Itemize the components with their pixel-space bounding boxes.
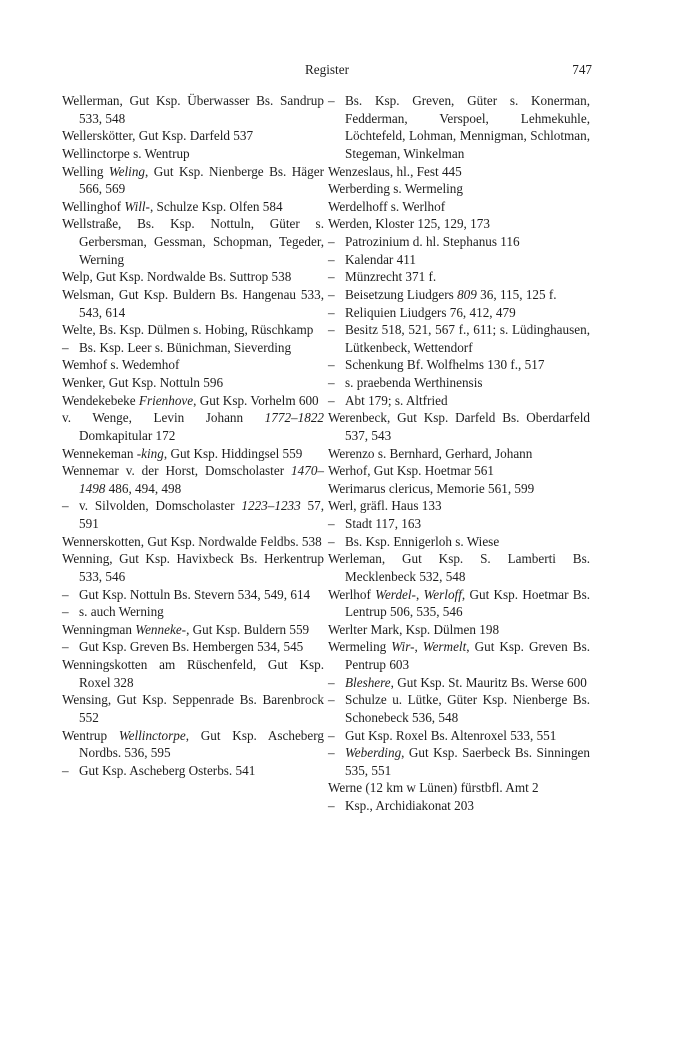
index-entry bbox=[328, 779, 590, 797]
entry-text: s. auch Werning bbox=[79, 604, 164, 620]
entry-text: Wendekebeke Frienhove, Gut Ksp. Vorhelm 600 bbox=[62, 392, 319, 408]
dash-marker: – bbox=[62, 339, 69, 355]
index-column-left bbox=[62, 92, 324, 779]
entry-text: Werdelhoff s. Werlhof bbox=[328, 198, 446, 214]
entry-text: Abt 179; s. Altfried bbox=[345, 392, 448, 408]
entry-text: Wellinghof Will-, Schulze Ksp. Olfen 584 bbox=[62, 198, 283, 214]
entry-text: Wellerman, Gut Ksp. Überwasser Bs. Sandrup 533, 548 bbox=[62, 93, 324, 126]
entry-text: Wermeling Wir-, Wermelt, Gut Ksp. Greven Bs. Pentrup 603 bbox=[328, 639, 590, 672]
entry-text: Wellinctorpe s. Wentrup bbox=[62, 145, 190, 161]
entry-text: Beisetzung Liudgers 809 36, 115, 125 f. bbox=[345, 286, 557, 302]
entry-text: Werimarus clericus, Memorie 561, 599 bbox=[328, 480, 535, 496]
entry-text: Münzrecht 371 f. bbox=[345, 269, 437, 285]
index-entry bbox=[62, 268, 324, 286]
index-entry bbox=[62, 621, 324, 639]
dash-marker: – bbox=[328, 375, 335, 390]
index-entry bbox=[62, 392, 324, 410]
entry-text: Welsman, Gut Ksp. Buldern Bs. Hangenau 533, 543, 614 bbox=[62, 286, 324, 320]
entry-text: Werenzo s. Bernhard, Gerhard, Johann bbox=[328, 445, 533, 461]
index-entry bbox=[62, 727, 324, 762]
entry-text: Wennerskotten, Gut Ksp. Nordwalde Feldbs. 538 bbox=[62, 533, 322, 549]
entry-text: Schenkung Bf. Wolfhelms 130 f., 517 bbox=[345, 357, 545, 373]
dash-marker: – bbox=[328, 93, 335, 108]
dash-marker: – bbox=[328, 798, 335, 813]
index-entry bbox=[62, 127, 324, 145]
dash-marker: – bbox=[328, 674, 335, 690]
index-column-right bbox=[328, 92, 590, 815]
entry-text: Stadt 117, 163 bbox=[345, 516, 422, 531]
index-subentry bbox=[328, 533, 590, 551]
entry-text: Wentrup Wellinctorpe, Gut Ksp. Ascheberg Nordbs. 536, 595 bbox=[62, 727, 324, 761]
index-subentry bbox=[328, 304, 590, 322]
entry-text: Schulze u. Lütke, Güter Ksp. Nienberge Bs. Schonebeck 536, 548 bbox=[345, 692, 590, 725]
index-entry bbox=[62, 145, 324, 163]
entry-text: Werl, gräfl. Haus 133 bbox=[328, 498, 442, 514]
index-subentry bbox=[328, 356, 590, 374]
index-subentry bbox=[328, 251, 590, 269]
dash-marker: – bbox=[328, 304, 335, 320]
entry-text: v. Wenge, Levin Johann 1772–1822 Domkapitular 172 bbox=[62, 410, 324, 443]
entry-text: Wenker, Gut Ksp. Nottuln 596 bbox=[62, 375, 224, 390]
index-subentry bbox=[328, 233, 590, 251]
index-entry bbox=[62, 374, 324, 392]
index-entry bbox=[328, 480, 590, 498]
entry-text: Wenningman Wenneke-, Gut Ksp. Buldern 559 bbox=[62, 621, 310, 637]
entry-text: Bleshere, Gut Ksp. St. Mauritz Bs. Werse 600 bbox=[345, 674, 587, 690]
index-subentry bbox=[328, 515, 590, 533]
index-entry bbox=[62, 198, 324, 216]
entry-text: Wensing, Gut Ksp. Seppenrade Bs. Barenbrock 552 bbox=[62, 692, 324, 725]
entry-text: Bs. Ksp. Ennigerloh s. Wiese bbox=[345, 533, 500, 549]
entry-text: Werberding s. Wermeling bbox=[328, 181, 463, 197]
index-entry bbox=[62, 356, 324, 374]
dash-marker: – bbox=[62, 604, 69, 620]
index-entry bbox=[62, 286, 324, 321]
index-entry bbox=[328, 215, 590, 233]
index-entry bbox=[62, 462, 324, 497]
entry-text: Wenning, Gut Ksp. Havixbeck Bs. Herkentrup 533, 546 bbox=[62, 551, 324, 584]
dash-marker: – bbox=[328, 322, 335, 338]
index-entry bbox=[62, 691, 324, 726]
entry-text: Ksp., Archidiakonat 203 bbox=[345, 798, 474, 813]
entry-text: Wellstraße, Bs. Ksp. Nottuln, Güter s. Gerbersman, Gessman, Schopman, Tegeder, Werning bbox=[62, 216, 324, 267]
entry-text: Gut Ksp. Greven Bs. Hembergen 534, 545 bbox=[79, 639, 304, 655]
index-entry bbox=[62, 533, 324, 551]
dash-marker: – bbox=[62, 498, 69, 514]
entry-text: Bs. Ksp. Leer s. Bünichman, Sieverding bbox=[79, 339, 292, 355]
entry-text: s. praebenda Werthinensis bbox=[345, 375, 483, 390]
dash-marker: – bbox=[328, 234, 335, 249]
entry-text: Werlter Mark, Ksp. Dülmen 198 bbox=[328, 621, 500, 637]
entry-text: Bs. Ksp. Greven, Güter s. Konerman, Fedderman, Verspoel, Lehmekuhle, Löchtefeld, Lohman, Mennigman, Schlotman, Stegeman, Winkelman bbox=[345, 93, 590, 161]
index-subentry bbox=[62, 638, 324, 656]
index-entry bbox=[328, 586, 590, 621]
entry-text: Werlhof Werdel-, Werloff, Gut Ksp. Hoetmar Bs. Lentrup 506, 535, 546 bbox=[328, 586, 590, 620]
index-entry bbox=[328, 445, 590, 463]
index-entry bbox=[62, 92, 324, 127]
index-entry bbox=[328, 462, 590, 480]
index-entry bbox=[328, 198, 590, 216]
entry-text: Wemhof s. Wedemhof bbox=[62, 357, 180, 373]
entry-text: Gut Ksp. Nottuln Bs. Stevern 534, 549, 614 bbox=[79, 586, 311, 602]
entry-text: Weberding, Gut Ksp. Saerbeck Bs. Sinningen 535, 551 bbox=[345, 745, 590, 778]
index-subentry bbox=[62, 586, 324, 604]
index-subentry bbox=[328, 321, 590, 356]
index-subentry bbox=[328, 691, 590, 726]
entry-text: Gut Ksp. Roxel Bs. Altenroxel 533, 551 bbox=[345, 727, 557, 743]
index-entry bbox=[328, 550, 590, 585]
entry-text: Wellerskötter, Gut Ksp. Darfeld 537 bbox=[62, 128, 254, 144]
dash-marker: – bbox=[328, 269, 335, 285]
entry-text: v. Silvolden, Domscholaster 1223–1233 57, 591 bbox=[79, 498, 324, 531]
entry-text: Reliquien Liudgers 76, 412, 479 bbox=[345, 304, 516, 320]
index-entry bbox=[62, 409, 324, 444]
entry-text: Werleman, Gut Ksp. S. Lamberti Bs. Mecklenbeck 532, 548 bbox=[328, 551, 590, 584]
index-subentry bbox=[328, 268, 590, 286]
index-entry bbox=[62, 656, 324, 691]
dash-marker: – bbox=[328, 516, 335, 531]
dash-marker: – bbox=[328, 533, 335, 549]
entry-text: Wennemar v. der Horst, Domscholaster 1470–1498 486, 494, 498 bbox=[62, 463, 324, 496]
dash-marker: – bbox=[328, 251, 335, 267]
dash-marker: – bbox=[328, 392, 335, 408]
dash-marker: – bbox=[328, 357, 335, 373]
index-subentry bbox=[62, 497, 324, 532]
entry-text: Welp, Gut Ksp. Nordwalde Bs. Suttrop 538 bbox=[62, 269, 292, 285]
entry-text: Besitz 518, 521, 567 f., 611; s. Lüdinghausen, Lütkenbeck, Wettendorf bbox=[345, 322, 590, 355]
page-header bbox=[62, 62, 592, 82]
index-subentry bbox=[328, 744, 590, 779]
dash-marker: – bbox=[62, 586, 69, 602]
entry-text: Welte, Bs. Ksp. Dülmen s. Hobing, Rüschkamp bbox=[62, 322, 314, 338]
index-entry bbox=[62, 445, 324, 463]
entry-text: Kalendar 411 bbox=[345, 251, 416, 267]
index-subentry bbox=[328, 286, 590, 304]
index-subentry bbox=[62, 339, 324, 357]
dash-marker: – bbox=[328, 692, 335, 708]
index-entry bbox=[62, 321, 324, 339]
index-entry bbox=[62, 163, 324, 198]
index-entry bbox=[62, 550, 324, 585]
dash-marker: – bbox=[62, 639, 69, 655]
index-entry bbox=[328, 180, 590, 198]
entry-text: Wennekeman -king, Gut Ksp. Hiddingsel 559 bbox=[62, 445, 303, 461]
index-subentry bbox=[328, 92, 590, 163]
index-subentry bbox=[62, 603, 324, 621]
entry-text: Welling Weling, Gut Ksp. Nienberge Bs. Häger 566, 569 bbox=[62, 163, 324, 197]
index-entry bbox=[328, 163, 590, 181]
index-entry bbox=[328, 409, 590, 444]
running-title: Register bbox=[305, 62, 349, 77]
index-subentry bbox=[328, 674, 590, 692]
index-subentry bbox=[328, 727, 590, 745]
entry-text: Wenningskotten am Rüschenfeld, Gut Ksp. Roxel 328 bbox=[62, 657, 324, 690]
entry-text: Werhof, Gut Ksp. Hoetmar 561 bbox=[328, 463, 494, 479]
index-entry bbox=[62, 215, 324, 268]
index-entry bbox=[328, 497, 590, 515]
dash-marker: – bbox=[328, 286, 335, 302]
dash-marker: – bbox=[328, 745, 335, 761]
entry-text: Werenbeck, Gut Ksp. Darfeld Bs. Oberdarfeld 537, 543 bbox=[328, 410, 590, 443]
entry-text: Werden, Kloster 125, 129, 173 bbox=[328, 216, 490, 232]
entry-text: Patrozinium d. hl. Stephanus 116 bbox=[345, 234, 520, 249]
dash-marker: – bbox=[328, 727, 335, 743]
index-subentry bbox=[328, 374, 590, 392]
page-number: 747 bbox=[572, 62, 592, 77]
dash-marker: – bbox=[62, 762, 69, 778]
index-subentry bbox=[62, 762, 324, 780]
entry-text: Werne (12 km w Lünen) fürstbfl. Amt 2 bbox=[328, 780, 539, 796]
entry-text: Gut Ksp. Ascheberg Osterbs. 541 bbox=[79, 762, 256, 778]
index-subentry bbox=[328, 392, 590, 410]
entry-text: Wenzeslaus, hl., Fest 445 bbox=[328, 163, 462, 179]
index-entry bbox=[328, 638, 590, 673]
index-entry bbox=[328, 621, 590, 639]
index-subentry bbox=[328, 797, 590, 815]
